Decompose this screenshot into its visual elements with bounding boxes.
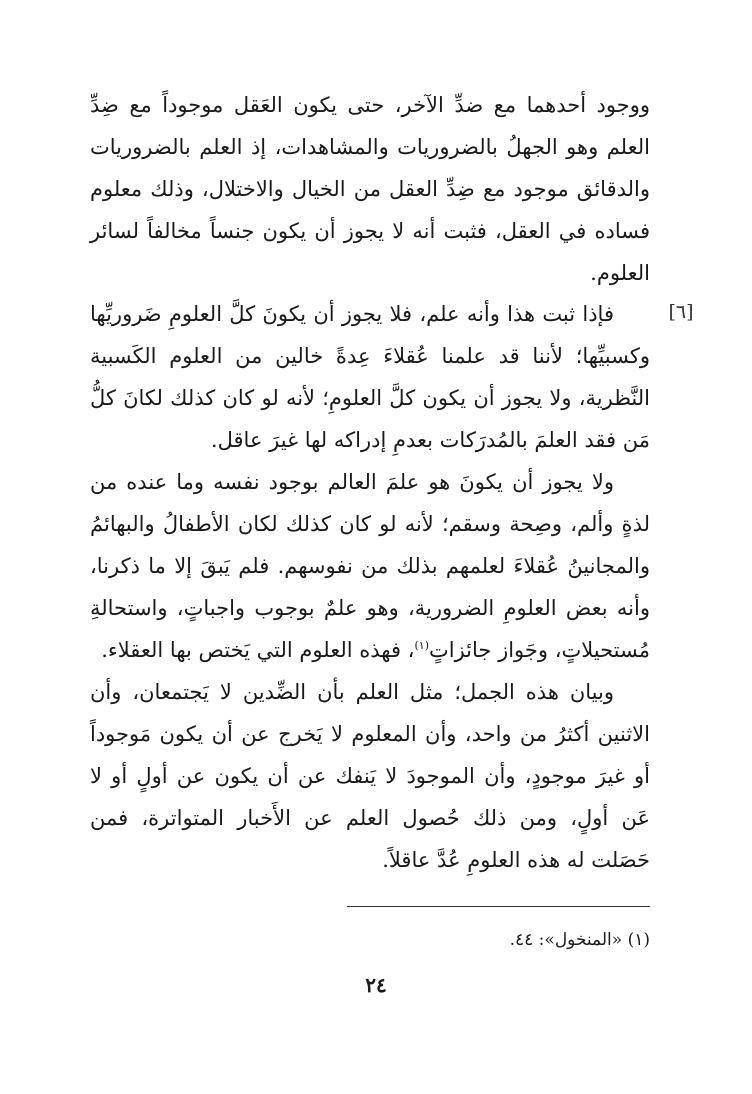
paragraph-4: وبيان هذه الجمل؛ مثل العلم بأن الضِّدين لا يَجتمعان، وأن الاثنين أكثرُ من واحد، وأن المعلوم لا يَخرج عن أن يكون مَوجوداً أو غيرَ موجودٍ، وأن الموجودَ لا يَنفك عن أن يكون عن أولٍ أو لا عَن أولٍ، ومن ذلك حُصول العلم عن الأَخبار المتواترة، فمن حَصَلت له هذه العلومِ عُدَّ عاقلاً. [90, 680, 650, 872]
paragraph-3 [90, 461, 650, 671]
paragraph-2: فإذا ثبت هذا وأنه علم، فلا يجوز أن يكونَ كلَّ العلومِ ضَروريِّها وكسبيِّها؛ لأننا قد علمنا عُقلاءَ عِدةً خالين من العلوم الكَسبية النَّظرية، ولا يجوز أن يكون كلَّ العلومِ؛ لأنه لو كان كذلك لكانَ كلُّ مَن فقد العلمَ بالمُدرَكات بعدمِ إدراكه لها غيرَ عاقل. [90, 302, 650, 452]
footnote-divider [347, 906, 650, 907]
footnote: (١) «المنخول»: ٤٤. [509, 930, 650, 950]
paragraph-3-tail: ، فهذه العلوم التي يَختص بها العقلاء. [101, 638, 415, 662]
page-number: ٢٤ [365, 973, 387, 997]
section-marker: [٦] [668, 301, 694, 323]
paragraph-1: ووجود أحدهما مع ضدِّ الآخر، حتى يكون العَقل موجوداً مع ضِدِّ العلم وهو الجهلُ بالضروريات والمشاهدات، إذ العلم بالضروريات والدقائق موجود مع ضِدِّ العقل من الخيال والاختلال، وذلك معلوم فساده في العقل، فثبت أنه لا يجوز أن يكون جنساً مخالفاً لسائر العلوم. [90, 93, 650, 285]
paragraph-3-body: ولا يجوز أن يكونَ هو علمَ العالم بوجود نفسه وما عنده من لذةٍ وألم، وصِحة وسقم؛ لأنه لو كان كذلك لكان الأطفالُ والبهائمُ والمجانينُ عُقلاءَ لعلمهم بذلك من نفوسهم. فلم يَبقَ إلا ما ذكرنا، وأنه بعض العلومِ الضرورية، وهو علمٌ بوجوب واجباتٍ، واستحالةِ مُستحيلاتٍ، وجَواز جائزاتٍ [90, 470, 650, 662]
footnote-reference[interactable]: (١) [414, 639, 429, 652]
